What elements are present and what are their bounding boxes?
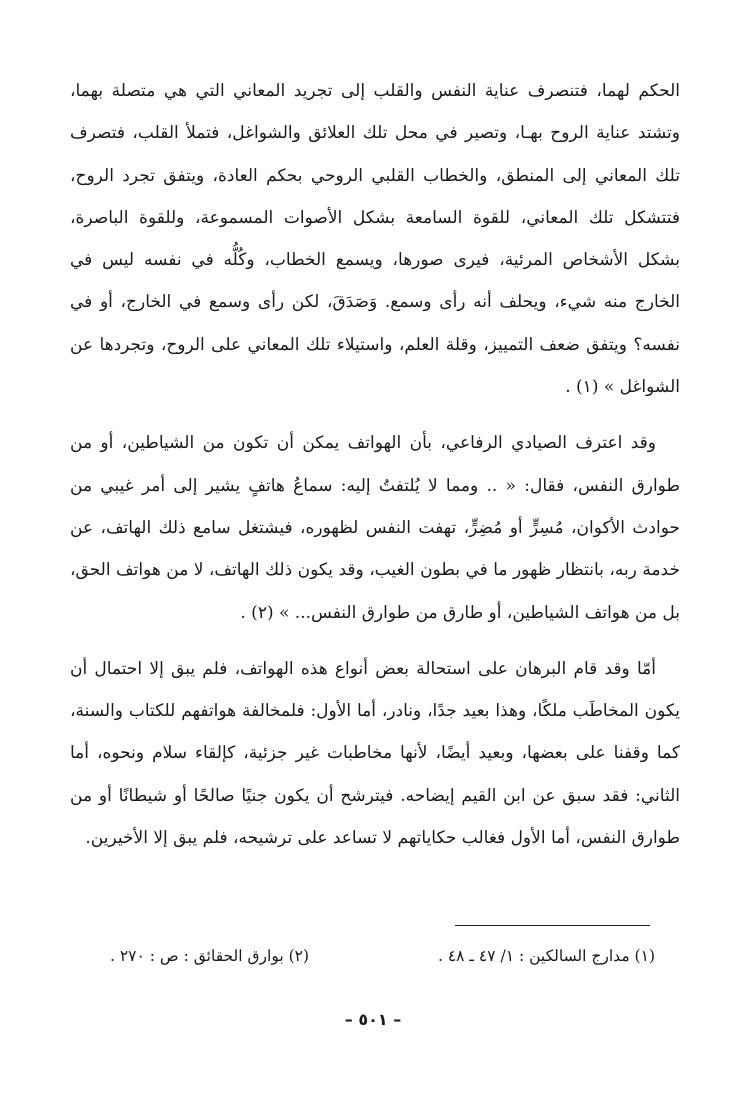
main-text [70,70,680,859]
footnote-separator [455,925,650,926]
footnote-2: (٢) بوارق الحقائق : ص : ٢٧٠ . [110,947,310,965]
footnotes [110,936,655,976]
paragraph-3: أمّا وقد قام البرهان على استحالة بعض أنواع هذه الهواتف، فلم يبق إلا احتمال أن يكون المخاطَب ملكًا، وهذا بعيد جدًا، ونادر، أما الأول: فلمخالفة هواتفهم للكتاب والسنة، كما وقفنا على بعضها، وبعيد أيضًا، لأنها مخاطبات غير جزئية، كإلقاء سلام ونحوه، أما الثاني: فقد سبق عن ابن القيم إيضاحه. فيترشح أن يكون جنيًا صالحًا أو شيطانًا أو من طوارق النفس، أما الأول فغالب حكاياتهم لا تساعد على ترشيحه، فلم يبق إلا الأخيرين. [70,658,680,849]
page-number: – ٥٠١ – [344,1010,402,1029]
paragraph-1: الحكم لهما، فتنصرف عناية النفس والقلب إلى تجريد المعاني التي هي متصلة بهما، وتشتد عناية الروح بهـا، وتصير في محل تلك العلائق والشواغل، فتملأ القلب، فتصرف تلك المعاني إلى المنطق، والخطاب القلبي الروحي بحكم العادة، ويتفق تجرد الروح، فتتشكل تلك المعاني، للقوة السامعة بشكل الأصوات المسموعة، وللقوة الباصرة، بشكل الأشخاص المرئية، فيرى صورها، ويسمع الخطاب، وكُلُّه في نفسه ليس في الخارج منه شيء، ويحلف أنه رأى وسمع. وَصَدَقَ، لكن رأى وسمع في الخارج، أو في نفسه؟ ويتفق ضعف التمييز، وقلة العلم، واستيلاء تلك المعاني على الروح، وتجردها عن الشواغل » (١) . [70,81,680,398]
footnote-1: (١) مدارج السالكين : ١/ ٤٧ ـ ٤٨ . [437,947,655,965]
paragraph-2: وقد اعترف الصيادي الرفاعي، بأن الهواتف يمكن أن تكون من الشياطين، أو من طوارق النفس، فقال: « .. ومما لا يُلتفتُ إليه: سماعُ هاتفٍ يشير إلى أمر غيبي من حوادث الأكوان، مُسِرٍّ أو مُضِرٍّ، تهفت النفس لظهوره، فيشتغل سامع ذلك الهاتف، عن خدمة ربه، بانتظار ظهور ما في بطون الغيب، وقد يكون ذلك الهاتف، لا من هواتف الحق، بل من هواتف الشياطين، أو طارق من طوارق النفس... » (٢) . [70,433,680,623]
